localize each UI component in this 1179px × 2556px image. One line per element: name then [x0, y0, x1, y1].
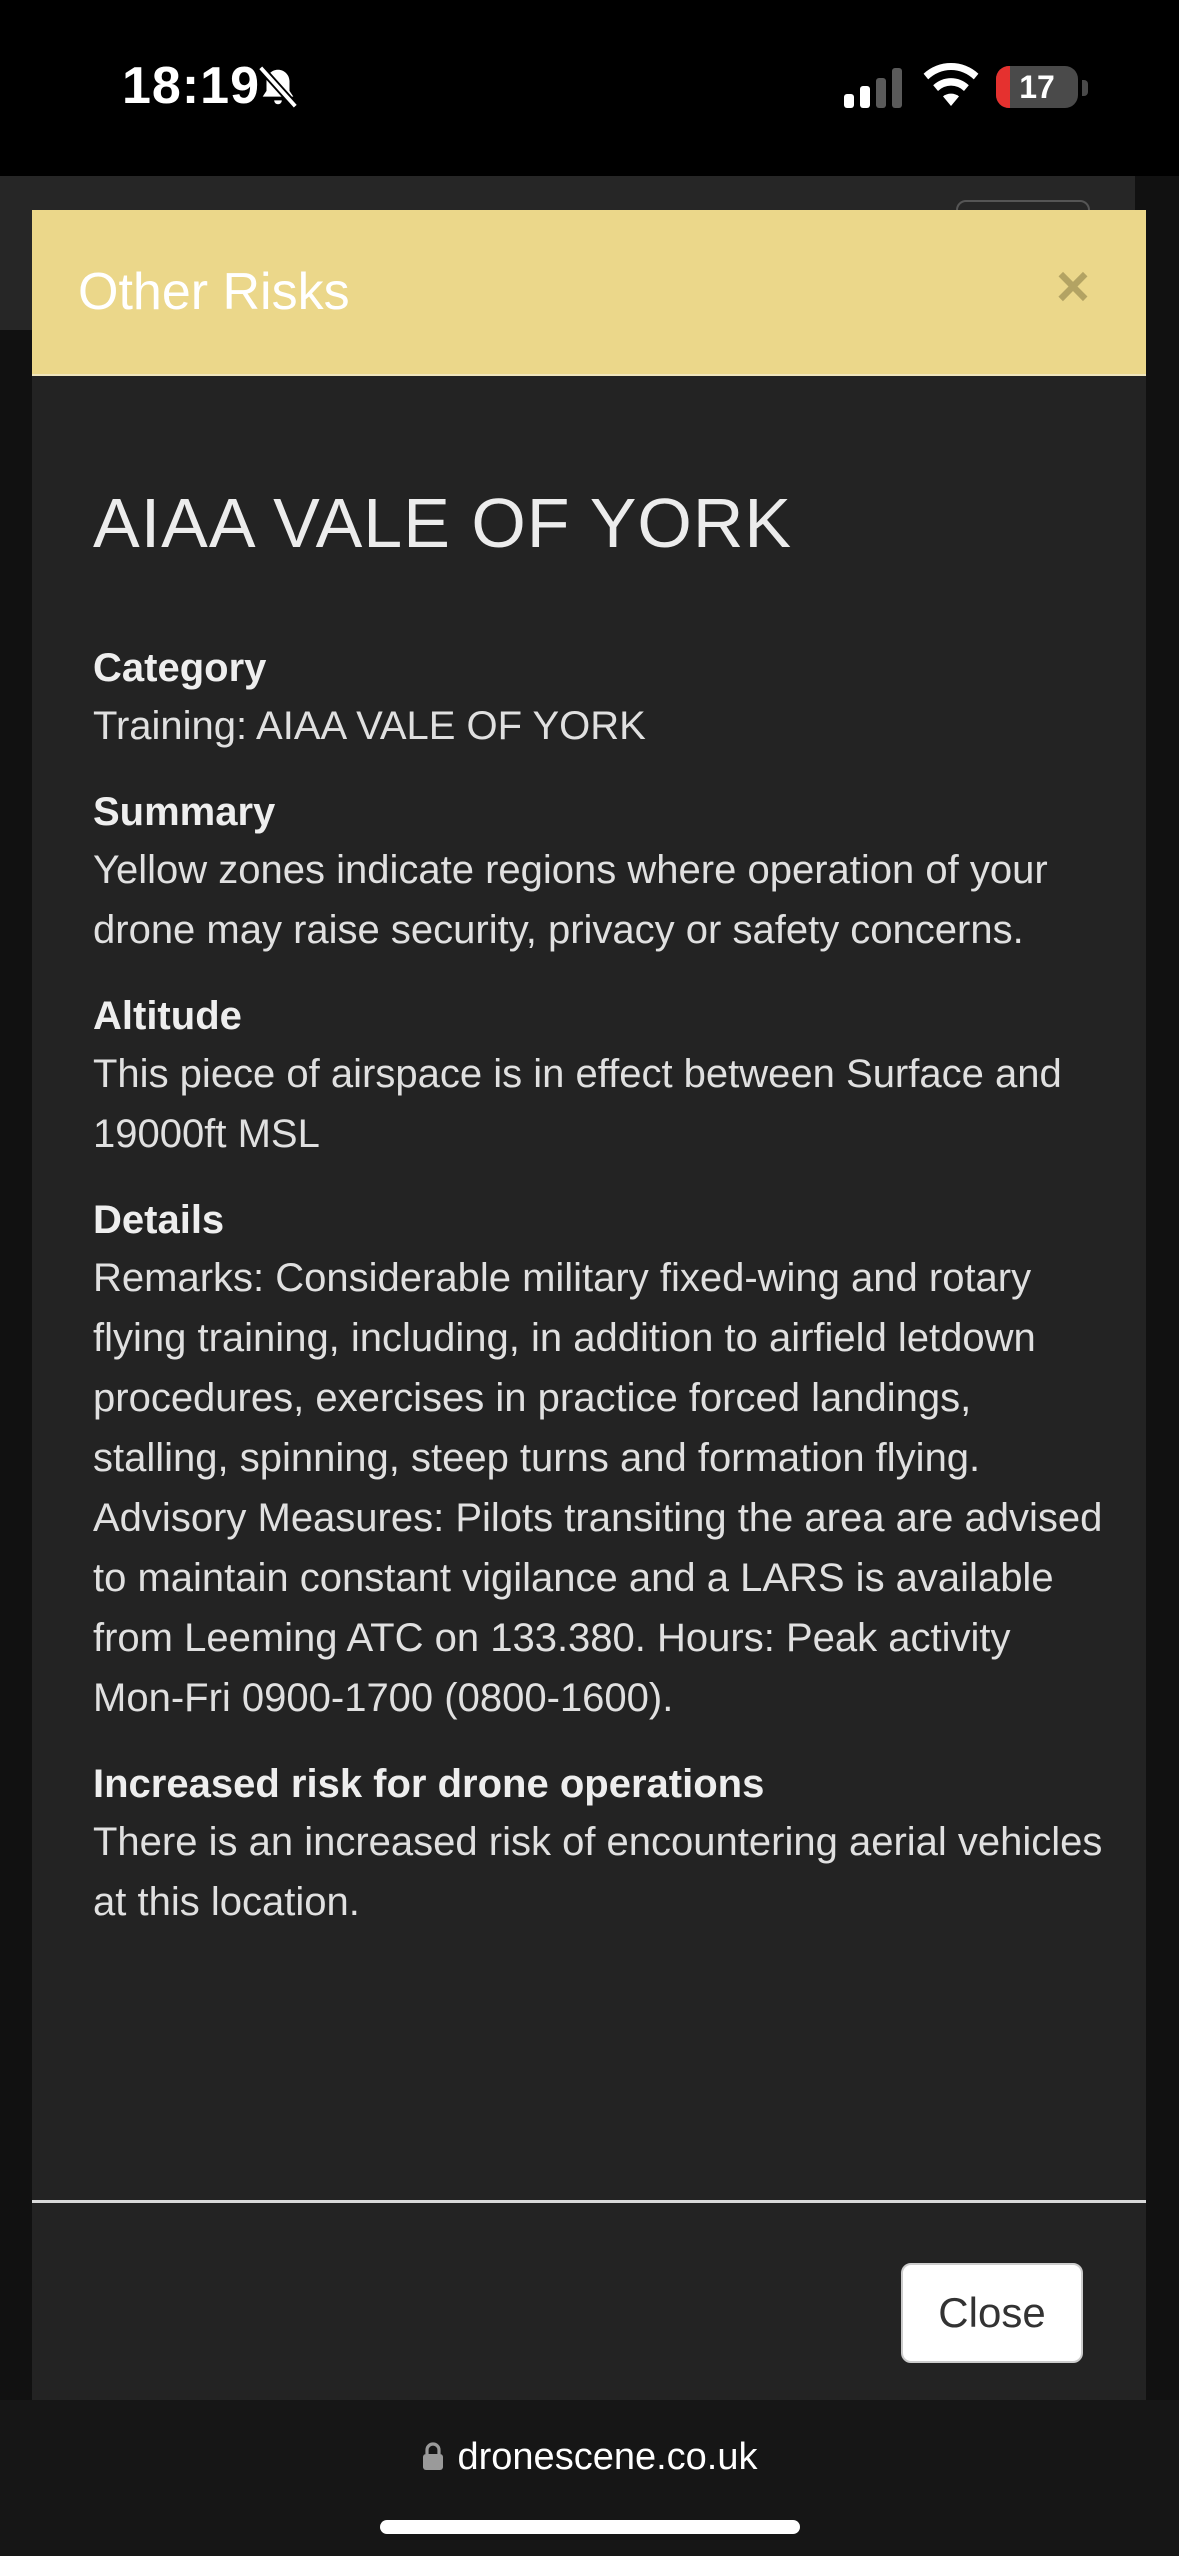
status-time: 18:19	[122, 57, 260, 115]
section-label: Summary	[93, 790, 276, 834]
section-text: This piece of airspace is in effect between Surface and 19000ft MSL	[93, 1052, 1062, 1156]
battery-icon	[996, 66, 1078, 108]
battery-level: 17	[1019, 69, 1055, 105]
details-section	[93, 1192, 1103, 1728]
address-bar[interactable]	[0, 2436, 1179, 2479]
section-label: Category	[93, 646, 267, 690]
section-text: Remarks: Considerable military fixed-wing and rotary flying training, including, in addition to airfield letdown procedures, exercises in practice forced landings, stalling, spinning, steep turns and formation flying. Advisory Measures: Pilots transiting the area are advised to maintain constant vigilance and a LARS is available from Leeming ATC on 133.380. Hours: Peak activity Mon-Fri 0900-1700 (0800-1600).	[93, 1256, 1103, 1720]
section-label: Increased risk for drone operations	[93, 1762, 765, 1806]
close-button[interactable]: Close	[901, 2263, 1083, 2363]
risk-modal	[32, 210, 1146, 2400]
modal-header	[32, 210, 1146, 376]
modal-footer	[32, 2200, 1146, 2400]
section-text: There is an increased risk of encountering aerial vehicles at this location.	[93, 1820, 1103, 1924]
section-label: Details	[93, 1198, 225, 1242]
category-section	[93, 640, 1103, 756]
summary-section	[93, 784, 1103, 960]
browser-bottom-bar	[0, 2400, 1179, 2556]
zone-name: AIAA VALE OF YORK	[93, 484, 793, 562]
battery-cap	[1082, 80, 1088, 96]
increased-risk-section	[93, 1756, 1103, 1932]
lock-icon	[422, 2441, 444, 2471]
status-bar	[0, 0, 1179, 176]
wifi-icon	[922, 62, 980, 108]
cellular-signal-icon	[844, 68, 906, 108]
section-text: Training: AIAA VALE OF YORK	[93, 704, 646, 748]
close-icon[interactable]: ×	[1056, 254, 1090, 319]
modal-body	[93, 484, 1103, 1960]
address-url: dronescene.co.uk	[457, 2436, 758, 2478]
section-label: Altitude	[93, 994, 242, 1038]
bell-slash-icon	[255, 64, 301, 110]
section-text: Yellow zones indicate regions where operation of your drone may raise security, privacy or safety concerns.	[93, 848, 1048, 952]
altitude-section	[93, 988, 1103, 1164]
home-indicator[interactable]	[380, 2520, 800, 2534]
modal-title: Other Risks	[78, 263, 350, 321]
